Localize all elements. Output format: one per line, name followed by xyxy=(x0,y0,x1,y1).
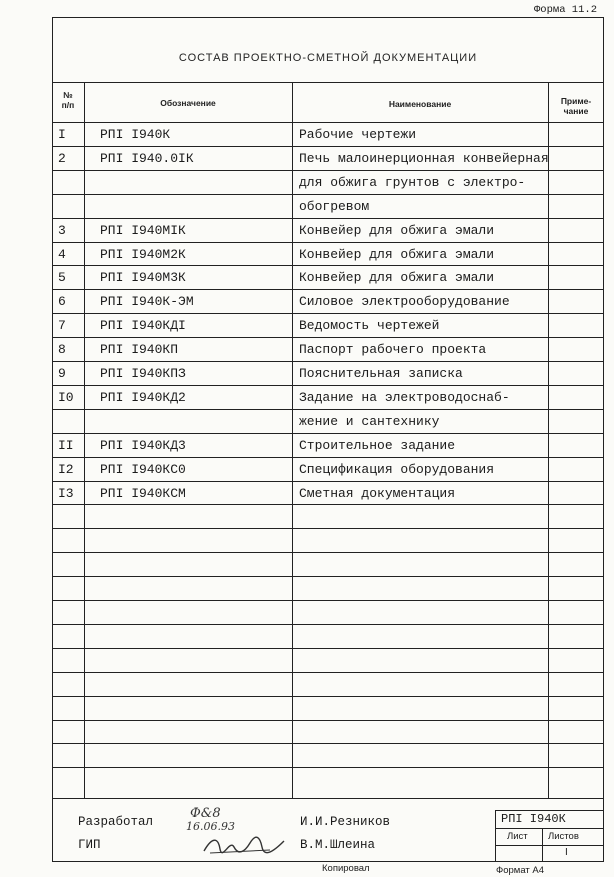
document-title: СОСТАВ ПРОЕКТНО-СМЕТНОЙ ДОКУМЕНТАЦИИ xyxy=(178,52,478,64)
header-bottom-line xyxy=(52,122,604,123)
frame-top-line xyxy=(52,17,604,18)
row-line xyxy=(52,576,604,577)
row-line xyxy=(52,409,604,410)
row-line xyxy=(52,624,604,625)
row-line xyxy=(52,265,604,266)
row-name: Рабочие чертежи xyxy=(299,127,417,142)
col-note-header xyxy=(548,96,604,116)
row-code: РПI I940КДI xyxy=(100,318,186,334)
titleblock-low-line xyxy=(495,845,604,846)
row-line xyxy=(52,218,604,219)
row-line xyxy=(52,600,604,601)
row-name: жение и сантехнику xyxy=(299,413,440,429)
row-line xyxy=(52,504,604,505)
row-name: Строительное задание xyxy=(299,437,456,453)
row-code: РПI I940К-ЭМ xyxy=(100,294,194,310)
row-number: 5 xyxy=(58,270,66,286)
titleblock-left-line xyxy=(495,810,496,862)
row-code: РПI I940М3К xyxy=(100,270,186,286)
row-line xyxy=(52,146,604,147)
row-number: I xyxy=(58,127,66,142)
row-code: РПI I940КД2 xyxy=(100,389,186,405)
row-name: для обжига грунтов с электро- xyxy=(299,174,526,190)
footer-name-developer: И.И.Резников xyxy=(300,815,391,829)
row-line xyxy=(52,552,604,553)
row-number: 9 xyxy=(58,366,66,381)
row-code: РПI I940КС0 xyxy=(100,461,186,477)
row-name: Ведомость чертежей xyxy=(299,318,440,334)
frame-right-line xyxy=(603,17,604,862)
row-line xyxy=(52,720,604,721)
row-line xyxy=(52,313,604,314)
row-code: РПI I940.0IК xyxy=(100,150,194,166)
row-name: Конвейер для обжига эмали xyxy=(299,222,495,238)
frame-left-line xyxy=(52,17,53,862)
footer-role-chief: ГИП xyxy=(78,838,101,852)
col-sep-2 xyxy=(292,82,293,798)
row-number: I0 xyxy=(58,389,74,405)
signature-1: Ф&8 xyxy=(190,806,221,821)
footer-name-chief: В.М.Шлеина xyxy=(300,838,376,852)
row-name: Задание на электроводоснаб- xyxy=(299,389,510,405)
row-line xyxy=(52,743,604,744)
row-line xyxy=(52,170,604,171)
row-name: обогревом xyxy=(299,198,370,214)
row-code: РПI I940КПЗ xyxy=(100,366,186,381)
format-label: Формат А4 xyxy=(496,865,545,876)
signature-date: 16.06.93 xyxy=(186,820,235,833)
row-number: 4 xyxy=(58,246,66,262)
row-name: Спецификация оборудования xyxy=(299,461,495,477)
titleblock-doc-code: РПI I940К xyxy=(501,812,566,826)
copied-label: Копировал xyxy=(322,863,370,874)
row-line xyxy=(52,337,604,338)
row-number: 8 xyxy=(58,342,66,358)
row-name: Конвейер для обжига эмали xyxy=(299,270,495,286)
row-line xyxy=(52,528,604,529)
titleblock-sheets-label: Листов xyxy=(548,831,579,842)
row-name: Пояснительная записка xyxy=(299,366,463,381)
col-note-header-line2: чание xyxy=(563,106,589,116)
row-code: РПI I940КД3 xyxy=(100,437,186,453)
footer-role-developer: Разработал xyxy=(78,815,154,829)
row-line xyxy=(52,433,604,434)
col-note-header-line1: Приме- xyxy=(560,96,592,106)
row-code: РПI I940МIК xyxy=(100,222,186,238)
row-line xyxy=(52,242,604,243)
col-sep-3 xyxy=(548,82,549,798)
titleblock-split-line xyxy=(542,828,543,862)
row-line xyxy=(52,194,604,195)
titleblock-mid-line xyxy=(495,828,604,829)
col-num-header xyxy=(52,90,84,110)
table-bottom-line xyxy=(52,798,604,799)
row-name: Сметная документация xyxy=(299,485,456,501)
signature-2 xyxy=(200,833,290,857)
row-number: 6 xyxy=(58,294,66,310)
row-line xyxy=(52,361,604,362)
row-number: 7 xyxy=(58,318,66,334)
form-label: Форма 11.2 xyxy=(534,4,598,16)
row-number: 2 xyxy=(58,150,66,166)
row-name: Паспорт рабочего проекта xyxy=(299,342,487,358)
row-code: РПI I940КСМ xyxy=(100,485,186,501)
row-name: Конвейер для обжига эмали xyxy=(299,246,495,262)
row-line xyxy=(52,648,604,649)
table-top-line xyxy=(52,82,604,83)
row-number: II xyxy=(58,437,74,453)
row-code: РПI I940М2К xyxy=(100,246,186,262)
row-number: I2 xyxy=(58,461,74,477)
row-name: Силовое электрооборудование xyxy=(299,294,510,310)
col-name-header: Наименование xyxy=(388,99,452,109)
row-code: РПI I940К xyxy=(100,127,171,142)
titleblock-sheet-label: Лист xyxy=(507,831,528,842)
col-num-header-line2: п/п xyxy=(61,100,75,110)
row-line xyxy=(52,672,604,673)
row-name: Печь малоинерционная конвейерная xyxy=(299,150,549,166)
row-line xyxy=(52,457,604,458)
row-line xyxy=(52,767,604,768)
row-line xyxy=(52,289,604,290)
col-sep-1 xyxy=(84,82,85,798)
row-line xyxy=(52,696,604,697)
col-code-header: Обозначение xyxy=(160,98,216,108)
col-num-header-line1: № xyxy=(63,90,73,100)
titleblock-sheets-mark: I xyxy=(565,847,568,858)
row-line xyxy=(52,385,604,386)
row-code: РПI I940КП xyxy=(100,342,179,358)
row-line xyxy=(52,481,604,482)
row-number: 3 xyxy=(58,222,66,238)
row-number: I3 xyxy=(58,485,74,501)
